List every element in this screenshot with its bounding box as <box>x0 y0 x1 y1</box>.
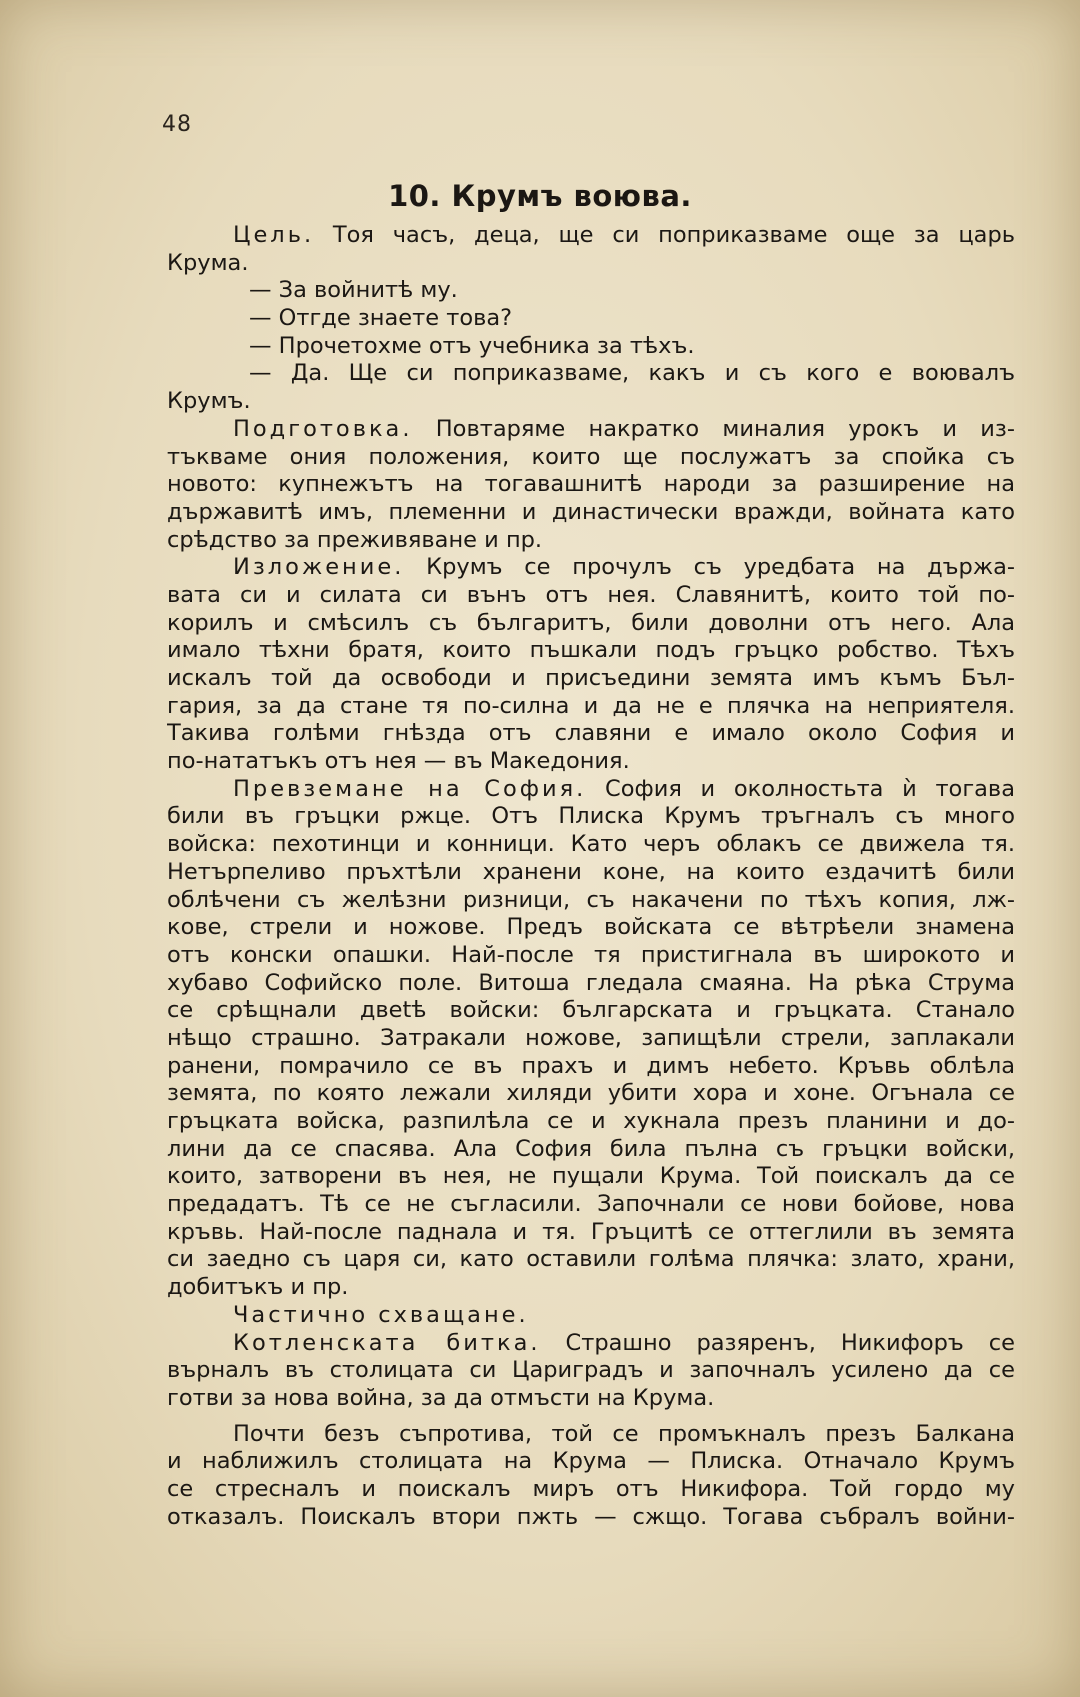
text-line: — Да. Ще си поприказваме, какъ и съ кого е воювалъ <box>249 360 1015 387</box>
line-text: Повтаряме накратко миналия урокъ и из- <box>435 415 1015 442</box>
text-line: добитъкъ и пр. <box>167 1274 349 1301</box>
text-line: войска: пехотинци и конници. Като черъ облакъ се движела тя. <box>167 831 1015 858</box>
section-label: Котленската битка. <box>233 1329 541 1356</box>
section-label: Изложение. <box>233 554 405 581</box>
text-line: готви за нова война, за да отмъсти на Крума. <box>167 1384 715 1411</box>
text-line <box>167 776 1015 804</box>
text-line: предадатъ. Тѣ се не съгласили. Започнали се нови бойове, нова <box>167 1191 1015 1218</box>
text-line: хубаво Софийско поле. Витоша гледала смаяна. На рѣка Струма <box>167 969 1015 996</box>
text-line <box>167 416 1015 444</box>
section-label: Частично схващане. <box>233 1301 529 1328</box>
text-line: — Прочетохме отъ учебника за тѣхъ. <box>249 332 695 359</box>
text-line: кове, стрели и ножове. Предъ войската се вѣтрѣели знамена <box>167 914 1015 941</box>
paragraph-gap <box>167 1413 1015 1421</box>
text-line: вата си и силата си вънъ отъ нея. Славянитѣ, които той по- <box>167 581 1015 608</box>
text-line: върналъ въ столицата си Цариградъ и започналъ усилено да се <box>167 1357 1015 1384</box>
text-line: — За войнитѣ му. <box>249 277 458 304</box>
text-line: които, затворени въ нея, не пущали Крума. Той поискалъ да се <box>167 1163 1015 1190</box>
text-line: си заедно съ царя си, като оставили голѣма плячка: злато, храни, <box>167 1246 1015 1273</box>
chapter-title: 10. Крумъ воюва. <box>388 179 692 213</box>
line-text: Страшно разяренъ, Никифоръ се <box>565 1329 1015 1356</box>
text-line: държавитѣ имъ, племенни и династически вражди, войната като <box>167 498 1015 525</box>
text-line: искалъ той да освободи и присъедини земята имъ къмъ Бъл- <box>167 665 1015 691</box>
text-line <box>167 222 1015 250</box>
body-text <box>167 222 1015 1531</box>
line-text: Крумъ се прочулъ съ уредбата на държа- <box>426 554 1015 581</box>
text-line: били въ гръцки ржце. Отъ Плиска Крумъ тръгналъ съ много <box>167 803 1015 830</box>
section-label: Подготовка. <box>233 415 413 442</box>
text-line: и наближилъ столицата на Крума — Плиска. Отначало Крумъ <box>167 1448 1015 1475</box>
text-line: тъкваме ония положения, които ще послужатъ за спойка съ <box>167 443 1015 470</box>
text-line: нѣщо страшно. Затракали ножове, запищѣли стрели, заплакали <box>167 1024 1015 1051</box>
line-text: Тоя часъ, деца, ще си поприказваме още за царь <box>332 222 1015 248</box>
page-number: 48 <box>162 112 192 137</box>
text-line: новото: купнежътъ на тогавашнитѣ народи за разширение на <box>167 471 1015 498</box>
text-line: Нетърпеливо пръхтѣли хранени коне, на които ездачитѣ били <box>167 858 1015 885</box>
text-line: кръвь. Най-после паднала и тя. Гръцитѣ се оттеглили въ земята <box>167 1218 1015 1245</box>
text-line <box>167 1330 1015 1358</box>
section-label: Превземане на София. <box>233 775 587 802</box>
text-line: Крумъ. <box>167 388 251 415</box>
text-line: лини да се спасява. Ала София била пълна съ гръцки войски, <box>167 1135 1015 1162</box>
text-line: по-нататъкъ отъ нея — въ Македония. <box>167 748 630 775</box>
text-line: — Отгде знаете това? <box>249 305 513 332</box>
text-line: облѣчени съ желѣзни ризници, съ накачени по тѣхъ копия, лж- <box>167 886 1015 913</box>
text-line: гария, за да стане тя по-силна и да не е плячка на неприятеля. <box>167 692 1015 719</box>
text-line: земята, по която лежали хиляди убити хора и хоне. Огънала се <box>167 1080 1015 1107</box>
section-label: Цель. <box>233 222 315 248</box>
text-line: се срѣщнали двеtѣ войски: българската и гръцката. Станало <box>167 997 1015 1024</box>
text-line: Такива голѣми гнѣзда отъ славяни е имало около София и <box>167 720 1015 747</box>
text-line: корилъ и смѣсилъ съ българитъ, били доволни отъ него. Ала <box>167 609 1015 636</box>
text-line: ранени, помрачило се въ прахъ и димъ небето. Кръвь облѣла <box>167 1052 1015 1079</box>
text-line <box>167 554 1015 582</box>
text-line: имало тѣхни братя, които пъшкали подъ гръцко робство. Тѣхъ <box>167 637 1015 664</box>
text-line: отъ конски опашки. Най-после тя пристигнала въ широкото и <box>167 941 1015 968</box>
text-line: Почти безъ съпротива, той се промъкналъ презъ Балкана <box>233 1420 1015 1447</box>
text-line: Крума. <box>167 249 249 276</box>
text-line: гръцката войска, разпилѣла се и хукнала презъ планини и до- <box>167 1108 1015 1134</box>
text-line: отказалъ. Поискалъ втори пжть — сжщо. Тогава събралъ войни- <box>167 1503 1015 1530</box>
text-line <box>167 1302 1015 1330</box>
text-line: срѣдство за преживяване и пр. <box>167 526 543 553</box>
line-text: София и околностьта ѝ тогава <box>605 775 1015 802</box>
text-line: се стресналъ и поискалъ миръ отъ Никифора. Той гордо му <box>167 1475 1015 1502</box>
